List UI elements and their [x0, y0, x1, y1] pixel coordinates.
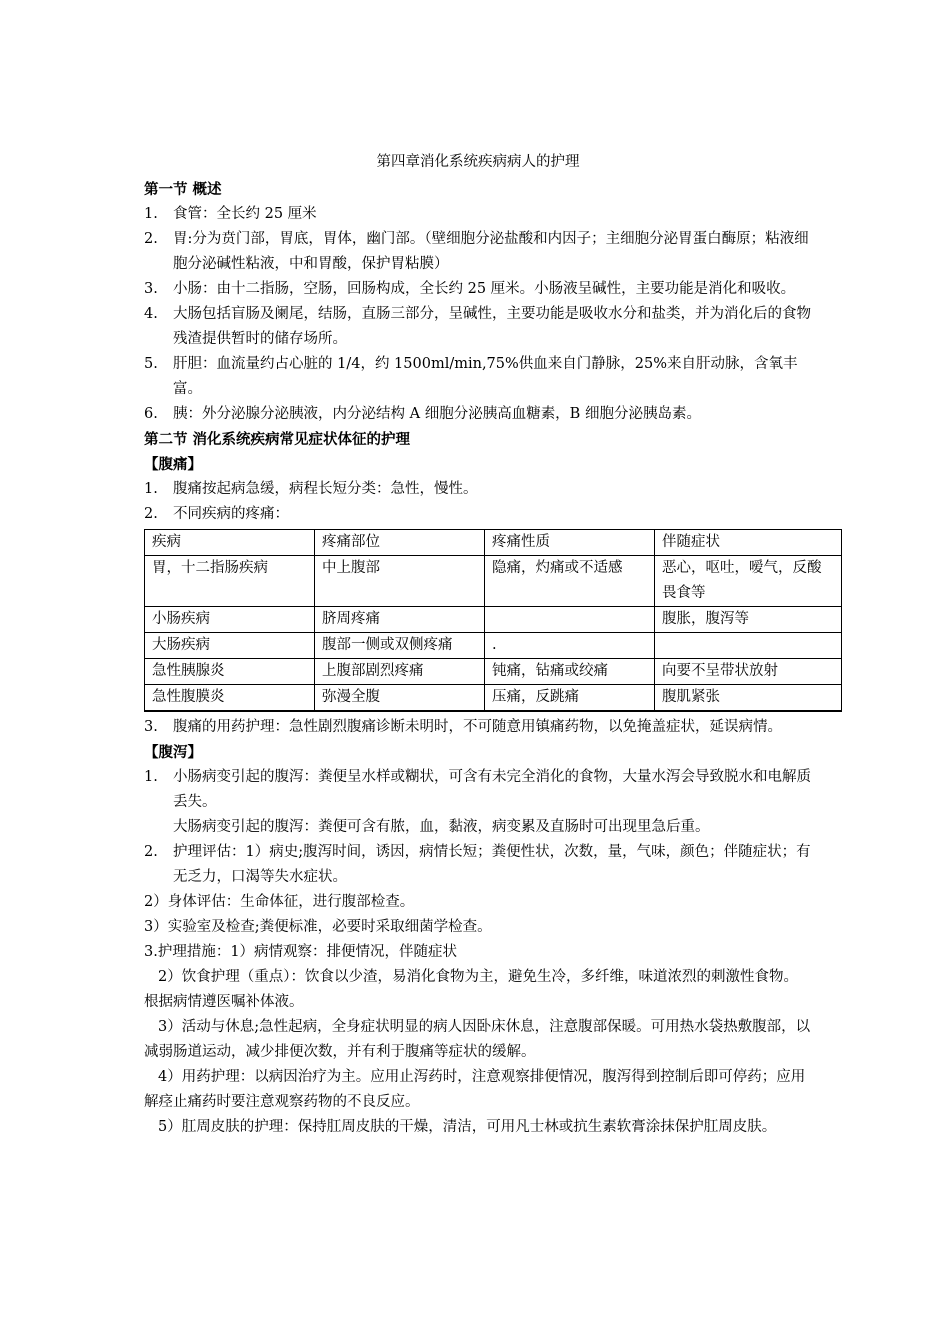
list-item: 1. 小肠病变引起的腹泻：粪便呈水样或糊状，可含有未完全消化的食物，大量水泻会导致脱水和电解质丢失。 — [144, 769, 811, 810]
table-row — [145, 685, 842, 711]
table-header-row — [145, 530, 842, 556]
table-cell — [145, 711, 315, 712]
table-cell — [655, 633, 842, 659]
table-cell: 压痛，反跳痛 — [485, 685, 655, 711]
section-1-heading: 第一节 概述 — [144, 181, 222, 198]
subsection-pain-heading: 【腹痛】 — [144, 456, 202, 473]
list-item: 3. 小肠：由十二指肠，空肠，回肠构成，全长约 25 厘米。小肠液呈碱性，主要功能是消化和吸收。 — [144, 281, 796, 297]
paragraph: 3.护理措施：1）病情观察：排便情况，伴随症状 — [144, 944, 458, 960]
table-cell: 腹肌紧张 — [655, 685, 842, 711]
table-cell — [655, 711, 842, 712]
table-cell: 大肠疾病 — [145, 633, 315, 659]
column-header: 疾病 — [145, 530, 315, 556]
table-cell: 腹胀，腹泻等 — [655, 607, 842, 633]
table-cell: 急性胰腺炎 — [145, 659, 315, 685]
list-item: 2. 护理评估：1）病史;腹泻时间，诱因，病情长短；粪便性状，次数，量，气味，颜色；伴随症状；有无乏力，口渴等失水症状。 — [144, 844, 811, 885]
table-cell: 腹部一侧或双侧疼痛 — [315, 633, 485, 659]
table-cell: 小肠疾病 — [145, 607, 315, 633]
table-cell: 恶心，呕吐，嗳气，反酸畏食等 — [655, 556, 842, 607]
table-cell: 钝痛，钻痛或绞痛 — [485, 659, 655, 685]
table-cell: 中上腹部 — [315, 556, 485, 607]
table-row — [145, 607, 842, 633]
table-cell: 脐周疼痛 — [315, 607, 485, 633]
list-item: 5. 肝胆：血流量约占心脏的 1/4，约 1500ml/min,75%供血来自门静脉，25%来自肝动脉，含氧丰富。 — [144, 356, 798, 397]
table-row — [145, 711, 842, 712]
table-row — [145, 633, 842, 659]
paragraph: 3）活动与休息;急性起病，全身症状明显的病人因卧床休息，注意腹部保暖。可用热水袋热敷腹部，以减弱肠道运动，减少排便次数，并有利于腹痛等症状的缓解。 — [144, 1019, 811, 1060]
table-cell: . — [485, 633, 655, 659]
column-header: 伴随症状 — [655, 530, 842, 556]
column-header: 疼痛部位 — [315, 530, 485, 556]
list-item: 3. 腹痛的用药护理：急性剧烈腹痛诊断未明时，不可随意用镇痛药物，以免掩盖症状，延误病情。 — [144, 719, 782, 735]
pain-table — [144, 529, 842, 712]
table-row — [145, 556, 842, 607]
column-header: 疼痛性质 — [485, 530, 655, 556]
page-title: 第四章消化系统疾病病人的护理 — [376, 154, 580, 170]
table-cell — [485, 607, 655, 633]
list-item: 2. 不同疾病的疼痛： — [144, 506, 289, 522]
table-cell — [485, 711, 655, 712]
table-cell: 隐痛，灼痛或不适感 — [485, 556, 655, 607]
table-cell: 上腹部剧烈疼痛 — [315, 659, 485, 685]
section-2-heading: 第二节 消化系统疾病常见症状体征的护理 — [144, 431, 411, 448]
paragraph: 大肠病变引起的腹泻：粪便可含有脓，血，黏液，病变累及直肠时可出现里急后重。 — [173, 819, 710, 835]
table-cell: 向要不呈带状放射 — [655, 659, 842, 685]
paragraph: 4）用药护理：以病因治疗为主。应用止泻药时，注意观察排便情况，腹泻得到控制后即可停药；应用解痉止痛药时要注意观察药物的不良反应。 — [144, 1069, 806, 1110]
table-row — [145, 659, 842, 685]
table-cell — [315, 711, 485, 712]
list-item: 1. 食管：全长约 25 厘米 — [144, 206, 317, 222]
table-cell: 胃，十二指肠疾病 — [145, 556, 315, 607]
list-item: 2. 胃:分为贲门部，胃底，胃体，幽门部。（壁细胞分泌盐酸和内因子；主细胞分泌胃蛋白酶原；粘液细胞分泌碱性粘液，中和胃酸，保护胃粘膜） — [144, 231, 809, 272]
list-item: 6. 胰：外分泌腺分泌胰液，内分泌结构 A 细胞分泌胰高血糖素，B 细胞分泌胰岛素。 — [144, 406, 701, 422]
table-cell: 弥漫全腹 — [315, 685, 485, 711]
paragraph: 3）实验室及检查;粪便标准，必要时采取细菌学检查。 — [144, 919, 492, 935]
list-item: 4. 大肠包括盲肠及阑尾，结肠，直肠三部分，呈碱性，主要功能是吸收水分和盐类，并为消化后的食物残渣提供暂时的储存场所。 — [144, 306, 811, 347]
subsection-diarrhea-heading: 【腹泻】 — [144, 744, 202, 761]
paragraph: 2）身体评估：生命体征，进行腹部检查。 — [144, 894, 415, 910]
document-body — [144, 150, 822, 1140]
paragraph: 2）饮食护理（重点）：饮食以少渣，易消化食物为主，避免生冷，多纤维，味道浓烈的刺激性食物。根据病情遵医嘱补体液。 — [144, 969, 798, 1010]
table-cell: 急性腹膜炎 — [145, 685, 315, 711]
paragraph: 5）肛周皮肤的护理：保持肛周皮肤的干燥，清洁，可用凡士林或抗生素软膏涂抹保护肛周皮肤。 — [158, 1119, 777, 1135]
list-item: 1. 腹痛按起病急缓，病程长短分类：急性，慢性。 — [144, 481, 478, 497]
